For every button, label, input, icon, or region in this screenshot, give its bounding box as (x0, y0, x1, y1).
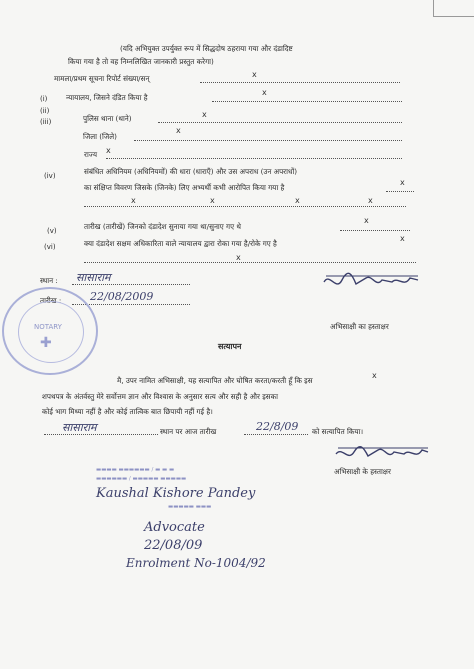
fill-line (200, 82, 400, 83)
cross-mark: x (372, 371, 377, 380)
fill-line (84, 206, 406, 207)
cross-mark: x (176, 126, 181, 135)
cross-mark: x (400, 234, 405, 243)
fill-line (44, 434, 158, 435)
cross-mark: x (400, 178, 405, 187)
fill-line (386, 191, 414, 192)
deponent-signature-2 (334, 444, 430, 466)
fill-line (72, 284, 190, 285)
page-corner-mark (433, 0, 474, 17)
cross-mark: x (131, 196, 136, 205)
verify-tail: को सत्यापित किया। (312, 427, 364, 436)
verify-place-text: स्थान पर आज तारीख (160, 427, 217, 436)
item-police-station: पुलिस थाना (थाने) (83, 114, 132, 123)
fill-line (84, 262, 416, 263)
advocate-enrolment: Enrolment No-1004/92 (126, 556, 266, 570)
item-case-number: मामला/प्रथम सूचना रिपोर्ट संख्या/सन्‌ (54, 74, 150, 83)
faded-stamp-line: ▬▬▬▬▬ ▬▬▬ (168, 504, 212, 510)
item-num-i: (i) (40, 95, 48, 103)
cross-mark: x (262, 88, 267, 97)
cross-mark: x (106, 146, 111, 155)
advocate-date: 22/08/09 (144, 538, 203, 553)
item-num-vi: (vi) (44, 243, 56, 251)
cross-mark: x (364, 216, 369, 225)
item-vi-text: क्या दंडादेश सक्षम अधिकारिता वाले न्यायालय द्वारा रोका गया है/रोके गए है (84, 239, 277, 248)
verification-title: सत्यापन (218, 342, 242, 351)
date-value: 22/08/2009 (90, 290, 154, 303)
place-label: स्थान : (40, 276, 58, 285)
fill-line (212, 101, 402, 102)
stamp-cross-mark: ✚ (40, 335, 52, 351)
stamp-notary-text: NOTARY (34, 323, 62, 331)
advocate-name: Kaushal Kishore Pandey (96, 486, 256, 501)
cross-mark: x (252, 70, 257, 79)
fill-line (340, 230, 410, 231)
item-num-iv: (iv) (44, 172, 56, 180)
item-iv-line-1: संबंधित अधिनियम (अधिनियमों) की धारा (धाराएँ) और उस अपराध (उन अपराधों) (84, 167, 298, 176)
cross-mark: x (202, 110, 207, 119)
verification-line-2: शपथपत्र के अंतर्वस्तु मेरे सर्वोत्तम ज्ञान और विश्वास के अनुसार सत्य और सही है और इसका (42, 392, 278, 401)
fill-line (106, 158, 402, 159)
intro-line-2: किया गया है तो वह निम्नलिखित जानकारी प्रस्तुत करेगा) (68, 57, 214, 66)
fill-line (158, 122, 402, 123)
item-num-v: (v) (47, 227, 57, 235)
fill-line (134, 140, 402, 141)
verification-line-3: कोई भाग मिथ्या नहीं है और कोई तात्विक बात छिपायी नहीं गई है। (42, 407, 213, 416)
item-num-iii: (iii) (40, 118, 52, 126)
cross-mark: x (210, 196, 215, 205)
fill-line (244, 434, 308, 435)
faded-stamp-line: ▬▬▬▬▬▬ / ▬▬▬▬▬ ▬▬▬▬▬ (96, 476, 187, 482)
item-court: न्यायालय, जिसने दंडित किया है (66, 93, 148, 102)
cross-mark: x (295, 196, 300, 205)
advocate-title: Advocate (144, 520, 205, 535)
deponent-signature-1 (322, 270, 422, 296)
item-iv-line-2: का संक्षिप्त विवरण जिसके (जिनके) लिए अभ्यर्थी कभी आरोपित किया गया है (84, 183, 285, 192)
deponent-signature-label-2: अभिसाक्षी के हस्ताक्षर (334, 467, 391, 476)
fill-line (72, 304, 190, 305)
cross-mark: x (236, 253, 241, 262)
cross-mark: x (368, 196, 373, 205)
deponent-signature-label-1: अभिसाक्षी का हस्ताक्षर (330, 322, 389, 331)
verify-place-value: सासाराम (62, 421, 97, 434)
item-state: राज्य (84, 150, 98, 159)
verification-line-1: मै, उपर नामित अभिसाक्षी, यह सत्यापित और घोषित करता/करती हूँ कि इस (117, 376, 313, 385)
date-label: तारीख : (40, 296, 62, 305)
faded-stamp-line: ▬▬▬▬ ▬▬▬▬▬▬ / ▬ ▬ ▬ (96, 467, 175, 473)
item-num-ii: (ii) (40, 107, 50, 115)
notary-stamp (2, 287, 98, 375)
intro-line-1: (यदि अभियुक्त उपर्युक्त रूप में सिद्धदोष ठहराया गया और दंडादिष्ट (120, 44, 293, 53)
item-v-text: तारीख (तारीखें) जिनको दंडादेश सुनाया गया था/सुनाए गए थे (84, 222, 241, 231)
place-value: सासाराम (76, 271, 111, 284)
item-district: जिला (जिले) (83, 132, 117, 141)
verify-date-value: 22/8/09 (256, 420, 299, 433)
